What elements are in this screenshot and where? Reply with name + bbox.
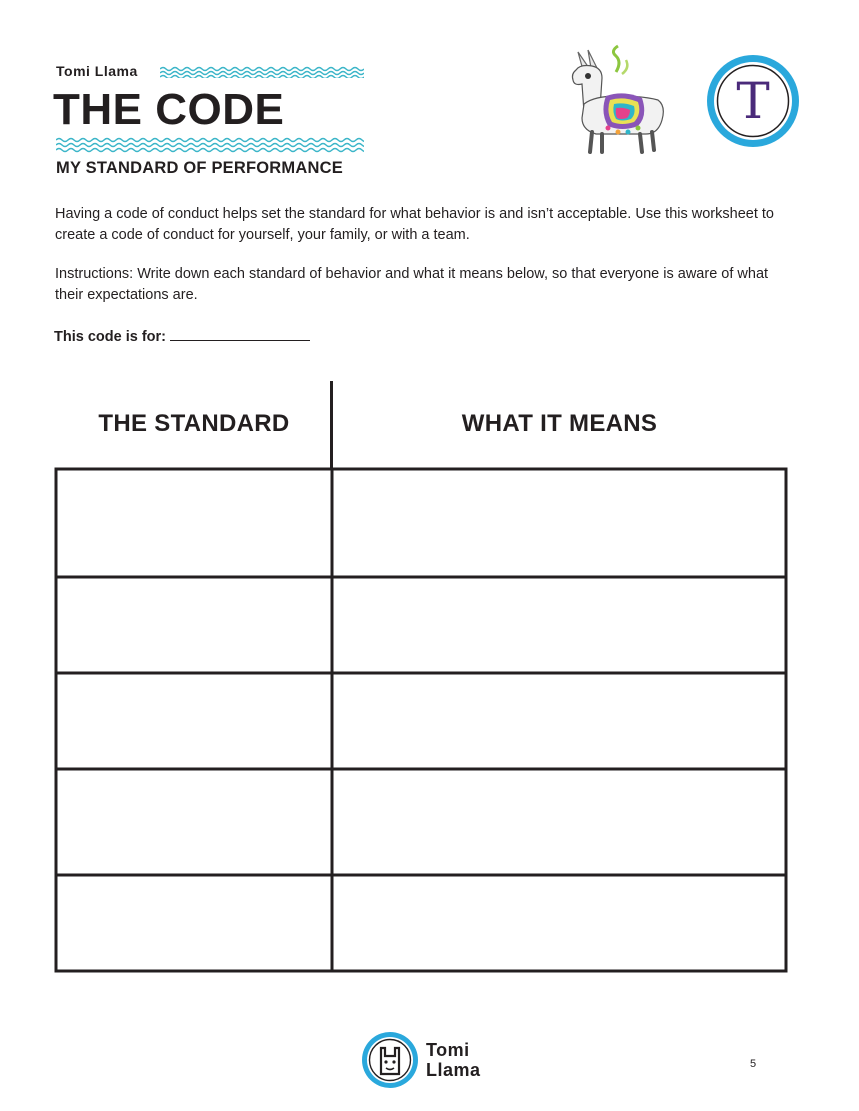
footer-wordmark-line1: Tomi <box>426 1040 470 1060</box>
column-header-meaning: WHAT IT MEANS <box>461 410 658 437</box>
column-header-standard: THE STANDARD <box>98 410 290 437</box>
page-title: THE CODE <box>53 85 285 134</box>
page-subtitle: MY STANDARD OF PERFORMANCE <box>56 159 343 177</box>
instructions-paragraph: Instructions: Write down each standard of behavior and what it means below, so that everyone is aware of what their expectations are. <box>55 266 769 303</box>
intro-paragraph: Having a code of conduct helps set the standard for what behavior is and isn’t acceptable. Use this worksheet to create a code of conduct for yourself, your family, or with a team. <box>55 206 774 243</box>
footer-wordmark-line2: Llama <box>426 1060 481 1080</box>
footer-wordmark <box>426 1040 481 1080</box>
brand-wordmark-small: Tomi Llama <box>56 63 138 79</box>
badge-letter: T <box>736 72 770 130</box>
llama-logo-icon <box>360 1030 420 1090</box>
page-number: 5 <box>750 1058 757 1070</box>
code-for-label: This code is for: <box>54 329 166 345</box>
